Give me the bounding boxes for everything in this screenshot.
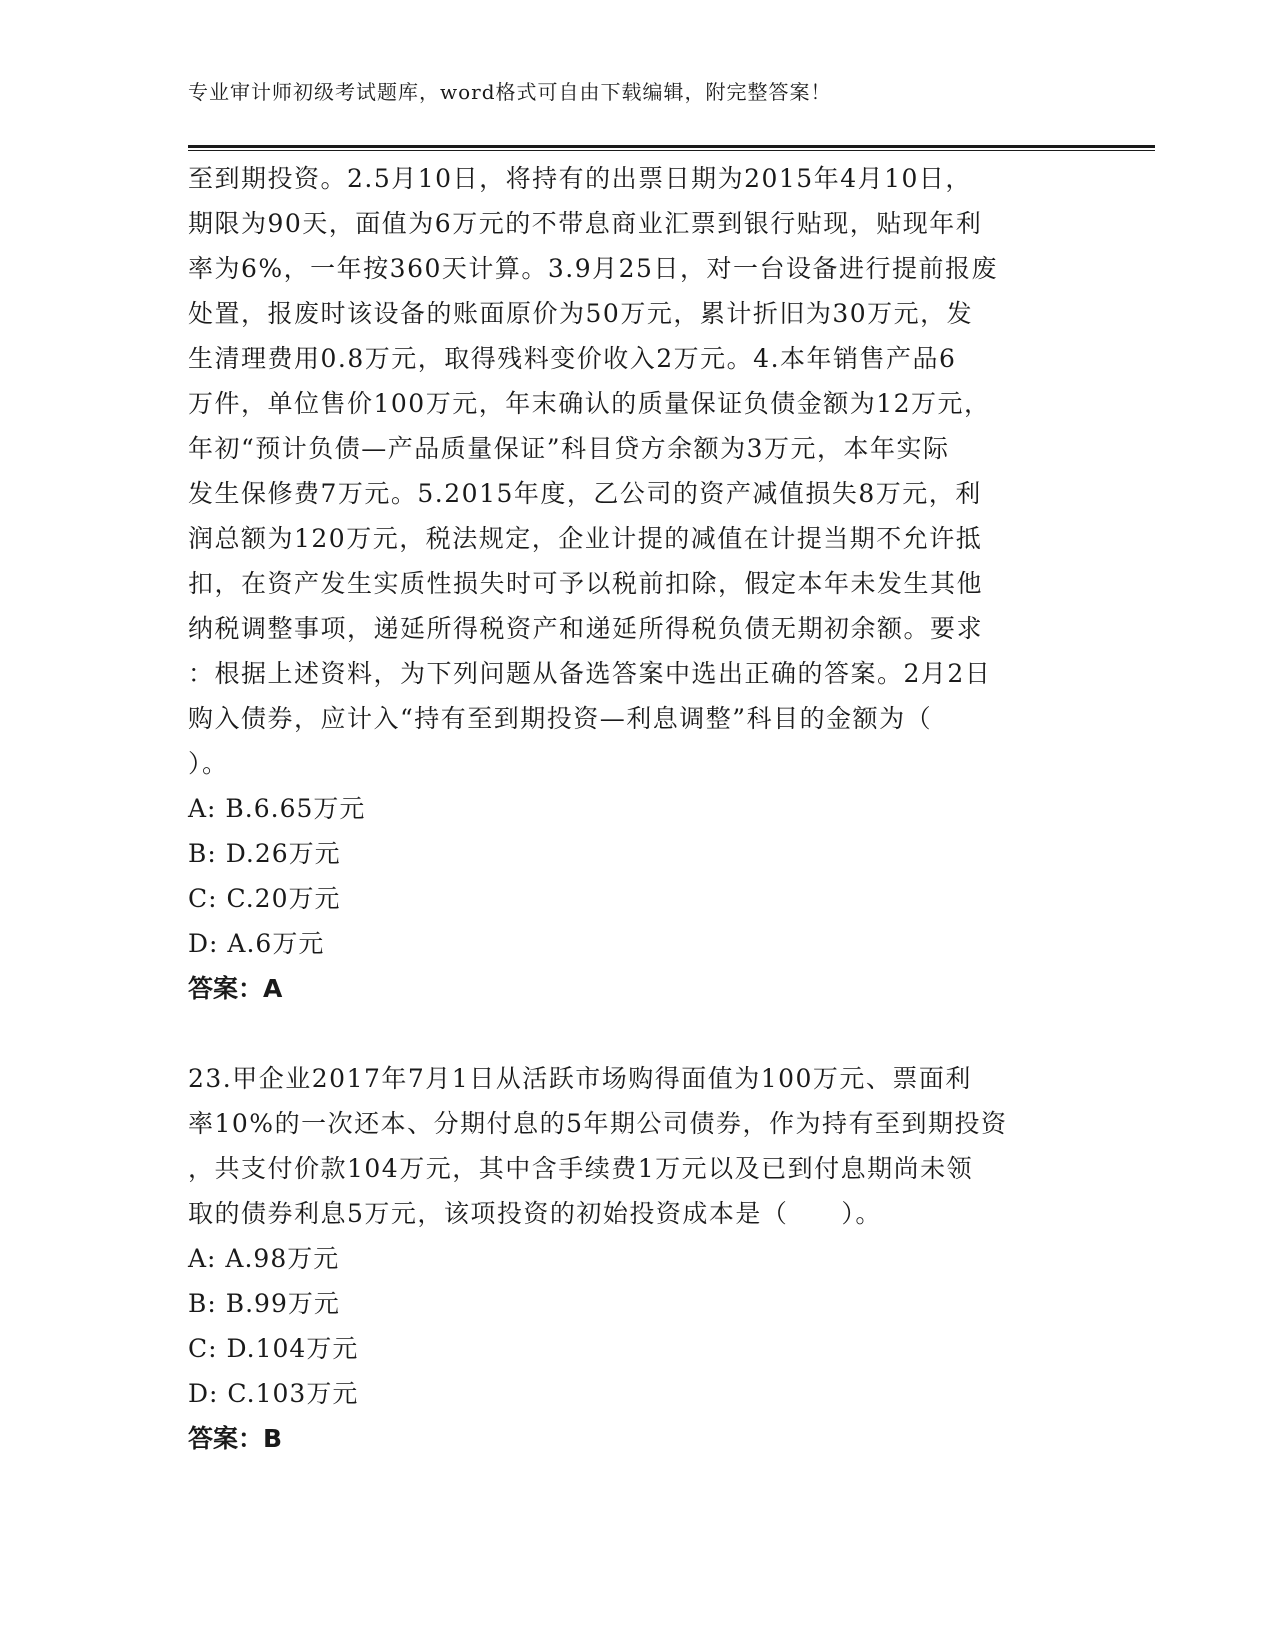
question-text-line: 纳税调整事项，递延所得税资产和递延所得税负债无期初余额。要求 (188, 614, 984, 643)
answer: 答案：B (188, 1424, 283, 1453)
question-text-line: 扣，在资产发生实质性损失时可予以税前扣除，假定本年未发生其他 (188, 569, 984, 598)
question-text-line: ：根据上述资料，为下列问题从备选答案中选出正确的答案。2月2日 (188, 659, 992, 688)
question-text-line: 期限为90天，面值为6万元的不带息商业汇票到银行贴现，贴现年利 (188, 209, 983, 238)
question-text-line: 发生保修费7万元。5.2015年度，乙公司的资产减值损失8万元，利 (188, 479, 982, 508)
question-text-line: 处置，报废时该设备的账面原价为50万元，累计折旧为30万元，发 (188, 299, 974, 328)
question-text-line: 生清理费用0.8万元，取得残料变价收入2万元。4.本年销售产品6 (188, 344, 957, 373)
option-b: B: B.99万元 (188, 1289, 340, 1318)
question-23 (188, 1056, 1088, 1461)
question-text-line: 润总额为120万元，税法规定，企业计提的减值在计提当期不允许抵 (188, 524, 983, 553)
question-text-line: 23.甲企业2017年7月1日从活跃市场购得面值为100万元、票面利 (188, 1064, 972, 1093)
option-b: B: D.26万元 (188, 839, 341, 868)
question-22 (188, 156, 1088, 1011)
option-d: D: A.6万元 (188, 929, 325, 958)
option-a: A: A.98万元 (188, 1244, 340, 1273)
question-text-line: 至到期投资。2.5月10日，将持有的出票日期为2015年4月10日， (188, 164, 972, 193)
option-c: C: C.20万元 (188, 884, 341, 913)
page-header: 专业审计师初级考试题库，word格式可自由下载编辑，附完整答案！ (188, 80, 832, 104)
question-text-line: ）。 (188, 749, 229, 778)
question-text-line: ，共支付价款104万元，其中含手续费1万元以及已到付息期尚未领 (188, 1154, 974, 1183)
question-text-line: 万件，单位售价100万元，年末确认的质量保证负债金额为12万元， (188, 389, 991, 418)
question-text-line: 率为6%，一年按360天计算。3.9月25日，对一台设备进行提前报废 (188, 254, 998, 283)
question-text-line: 率10%的一次还本、分期付息的5年期公司债券，作为持有至到期投资 (188, 1109, 1008, 1138)
header-divider-thin (188, 150, 1155, 151)
option-a: A: B.6.65万元 (188, 794, 366, 823)
header-divider (188, 145, 1155, 151)
question-text-line: 年初“预计负债—产品质量保证”科目贷方余额为3万元，本年实际 (188, 434, 950, 463)
option-d: D: C.103万元 (188, 1379, 359, 1408)
answer: 答案：A (188, 974, 283, 1003)
header-divider-thick (188, 145, 1155, 148)
question-text-line: 购入债券，应计入“持有至到期投资—利息调整”科目的金额为（ (188, 704, 933, 733)
question-spacer (188, 1011, 1088, 1056)
question-text-line: 取的债券利息5万元，该项投资的初始投资成本是（ ）。 (188, 1199, 882, 1228)
document-body (188, 156, 1088, 1461)
option-c: C: D.104万元 (188, 1334, 359, 1363)
